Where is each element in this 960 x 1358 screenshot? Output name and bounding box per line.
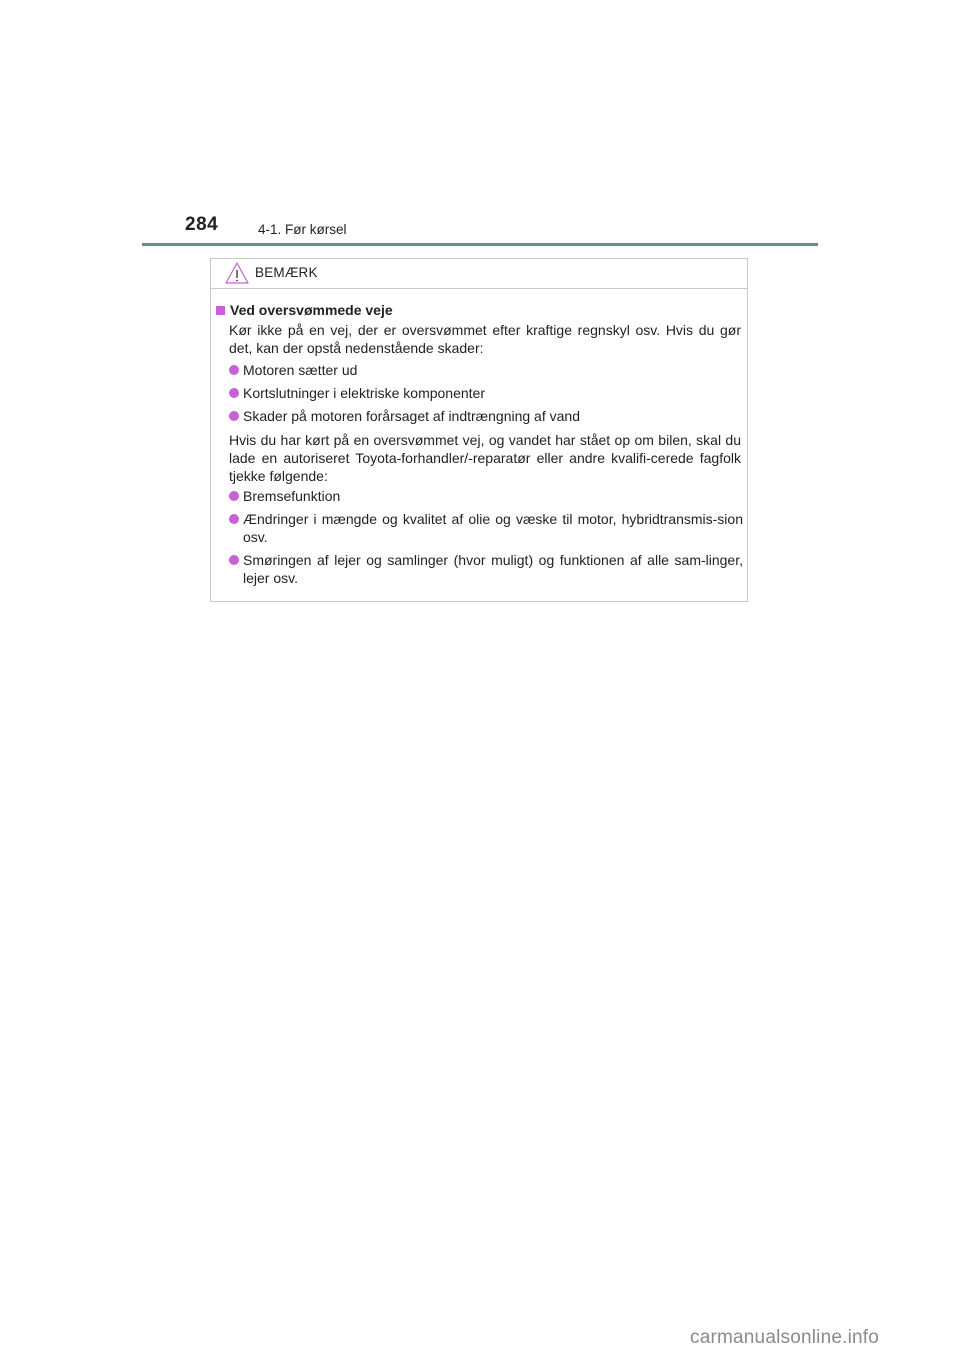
subheading bbox=[216, 301, 393, 319]
list-item-text: Smøringen af lejer og samlinger (hvor muligt) og funktionen af alle sam-linger, lejer osv. bbox=[243, 552, 743, 586]
subheading-text: Ved oversvømmede veje bbox=[230, 302, 393, 318]
footer-watermark: carmanualsonline.info bbox=[690, 1327, 880, 1348]
warning-triangle-icon bbox=[224, 261, 250, 285]
list-item bbox=[229, 407, 743, 425]
circle-bullet-icon bbox=[229, 411, 239, 421]
circle-bullet-icon bbox=[229, 514, 239, 524]
circle-bullet-icon bbox=[229, 365, 239, 375]
square-bullet-icon bbox=[216, 306, 225, 315]
list-item bbox=[229, 361, 743, 379]
list-item-text: Kortslutninger i elektriske komponenter bbox=[243, 385, 486, 401]
circle-bullet-icon bbox=[229, 555, 239, 565]
list-item-text: Motoren sætter ud bbox=[243, 362, 358, 378]
page-number: 284 bbox=[185, 214, 219, 235]
list-item bbox=[229, 510, 743, 546]
list-item bbox=[229, 384, 743, 402]
header-rule bbox=[142, 243, 818, 246]
followup-paragraph: Hvis du har kørt på en oversvømmet vej, og vandet har stået op om bilen, skal du lade en autoriseret Toyota-forhandler/-reparatør eller andre kvalifi-cerede fagfolk tjekke følgende: bbox=[229, 432, 741, 484]
list-item bbox=[229, 551, 743, 587]
list-item-text: Ændringer i mængde og kvalitet af olie og væske til motor, hybridtransmis-sion osv. bbox=[243, 511, 743, 545]
list-item bbox=[229, 487, 743, 505]
notice-box bbox=[210, 258, 748, 602]
page-header bbox=[0, 0, 960, 250]
notice-header bbox=[211, 259, 747, 289]
list-item-text: Bremsefunktion bbox=[243, 488, 341, 504]
section-title: 4-1. Før kørsel bbox=[258, 222, 347, 237]
circle-bullet-icon bbox=[229, 388, 239, 398]
intro-paragraph: Kør ikke på en vej, der er oversvømmet efter kraftige regnskyl osv. Hvis du gør det, kan der opstå nedenstående skader: bbox=[229, 322, 741, 356]
list-item-text: Skader på motoren forårsaget af indtrængning af vand bbox=[243, 408, 580, 424]
notice-label: BEMÆRK bbox=[255, 265, 318, 280]
circle-bullet-icon bbox=[229, 491, 239, 501]
